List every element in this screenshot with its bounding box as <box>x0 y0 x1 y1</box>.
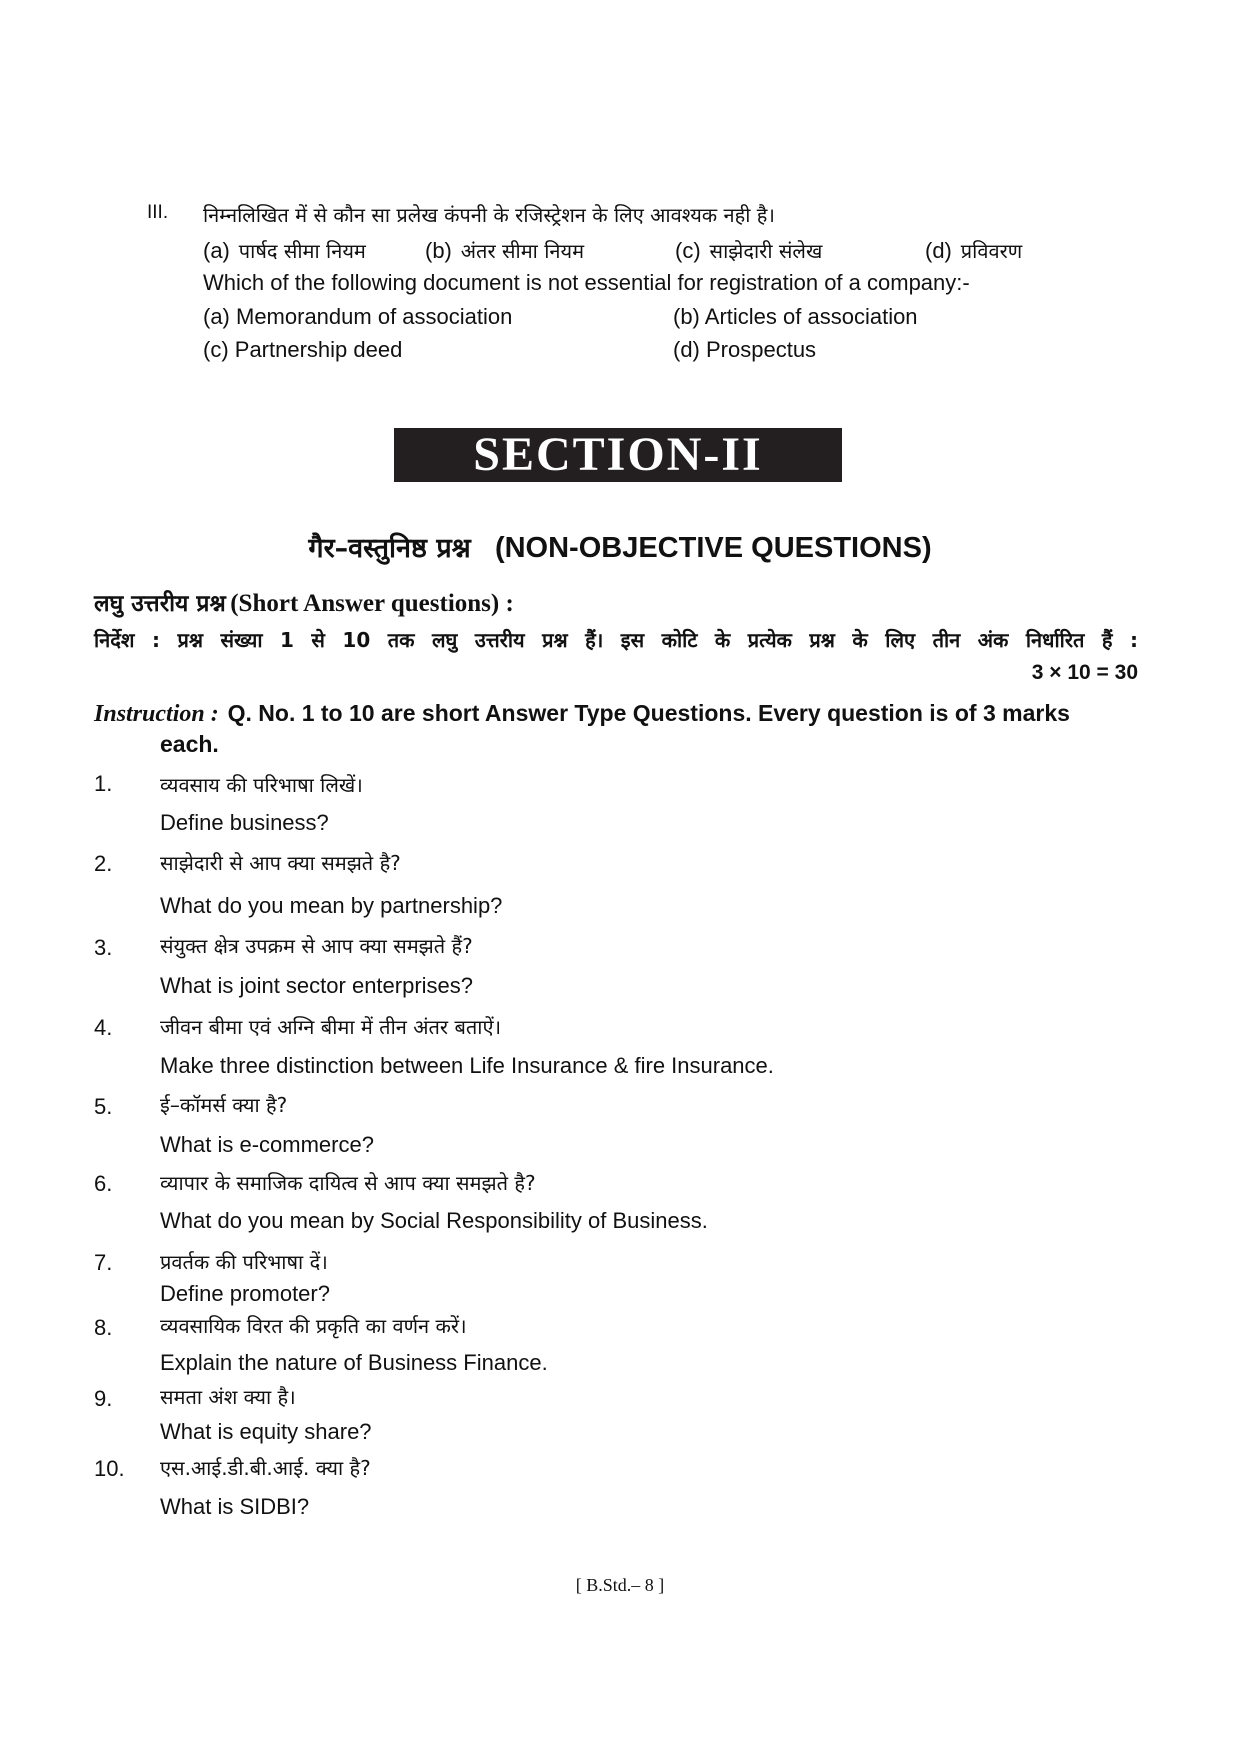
option-label: (b) <box>425 238 452 263</box>
question-3-english: What is joint sector enterprises? <box>160 973 474 998</box>
question-1-hindi: व्यवसाय की परिभाषा लिखें। <box>160 773 363 797</box>
instruction-label: Instruction : <box>94 701 219 727</box>
question-2-english: What do you mean by partnership? <box>160 893 503 918</box>
question-text-english: Which of the following document is not essential for registration of a company:- <box>203 270 970 295</box>
option-hindi-b <box>425 237 584 264</box>
heading-english: (NON-OBJECTIVE QUESTIONS) <box>494 532 932 564</box>
question-6-english: What do you mean by Social Responsibility of Business. <box>160 1208 708 1233</box>
option-hindi-a <box>203 237 366 264</box>
option-text: पार्षद सीमा नियम <box>238 239 366 263</box>
directive-hindi: निर्देश : प्रश्न संख्या 1 से 10 तक लघु उत्तरीय प्रश्न हैं। इस कोटि के प्रत्येक प्रश्न के लिए तीन अंक निर्धारित हैं : <box>94 628 1138 652</box>
sub-heading-hindi: लघु उत्तरीय प्रश्न <box>94 591 226 617</box>
question-1-number: 1. <box>94 771 113 796</box>
question-10-hindi: एस.आई.डी.बी.आई. क्या है? <box>160 1456 371 1480</box>
question-9-english: What is equity share? <box>160 1419 372 1444</box>
question-9-number: 9. <box>94 1386 113 1411</box>
question-1-english: Define business? <box>160 810 329 835</box>
question-4-number: 4. <box>94 1015 113 1040</box>
question-8-hindi: व्यवसायिक विरत की प्रकृति का वर्णन करें। <box>160 1314 467 1338</box>
option-english-a: (a) Memorandum of association <box>203 304 513 329</box>
question-2-hindi: साझेदारी से आप क्या समझते है? <box>160 851 401 875</box>
heading-hindi: गैर–वस्तुनिष्ठ प्रश्न <box>308 533 471 564</box>
instruction <box>94 700 1070 728</box>
question-4-hindi: जीवन बीमा एवं अग्नि बीमा में तीन अंतर बताऐं। <box>160 1015 502 1039</box>
option-label: (d) <box>925 238 952 263</box>
section-heading <box>0 528 1240 565</box>
marks-total: 3 × 10 = 30 <box>1031 661 1138 684</box>
page-footer: [ B.Std.– 8 ] <box>575 1575 665 1595</box>
instruction-continued: each. <box>160 731 219 757</box>
option-english-b: (b) Articles of association <box>673 304 918 329</box>
question-10-number: 10. <box>94 1456 125 1481</box>
sub-heading-english: (Short Answer questions) : <box>230 590 514 617</box>
question-4-english: Make three distinction between Life Insurance & fire Insurance. <box>160 1053 774 1078</box>
question-8-number: 8. <box>94 1315 113 1340</box>
question-3-hindi: संयुक्त क्षेत्र उपक्रम से आप क्या समझते हैं? <box>160 934 473 958</box>
question-5-english: What is e-commerce? <box>160 1132 374 1157</box>
question-8-english: Explain the nature of Business Finance. <box>160 1350 548 1375</box>
instruction-text: Q. No. 1 to 10 are short Answer Type Questions. Every question is of 3 marks <box>227 700 1070 726</box>
option-english-d: (d) Prospectus <box>673 337 817 362</box>
question-6-hindi: व्यापार के समाजिक दायित्व से आप क्या समझते है? <box>160 1171 536 1195</box>
question-3-number: 3. <box>94 935 113 960</box>
option-hindi-d <box>925 237 1022 264</box>
sub-heading <box>94 586 514 618</box>
question-10-english: What is SIDBI? <box>160 1494 310 1519</box>
question-number: III. <box>147 202 169 223</box>
section-title: SECTION-II <box>394 428 842 482</box>
question-6-number: 6. <box>94 1171 113 1196</box>
option-text: प्रविवरण <box>960 239 1023 263</box>
option-hindi-c <box>675 237 822 264</box>
option-label: (c) <box>675 238 701 263</box>
question-7-english: Define promoter? <box>160 1281 330 1306</box>
option-label: (a) <box>203 238 230 263</box>
question-2-number: 2. <box>94 851 113 876</box>
option-text: अंतर सीमा नियम <box>460 239 585 263</box>
option-english-c: (c) Partnership deed <box>203 337 403 362</box>
question-9-hindi: समता अंश क्या है। <box>160 1385 296 1409</box>
question-7-hindi: प्रवर्तक की परिभाषा दें। <box>160 1250 328 1274</box>
option-text: साझेदारी संलेख <box>709 239 823 263</box>
question-text-hindi: निम्नलिखित में से कौन सा प्रलेख कंपनी के रजिस्ट्रेशन के लिए आवश्यक नही है। <box>203 203 775 227</box>
question-5-hindi: ई–कॉमर्स क्या है? <box>160 1093 288 1117</box>
question-7-number: 7. <box>94 1250 113 1275</box>
question-5-number: 5. <box>94 1094 113 1119</box>
